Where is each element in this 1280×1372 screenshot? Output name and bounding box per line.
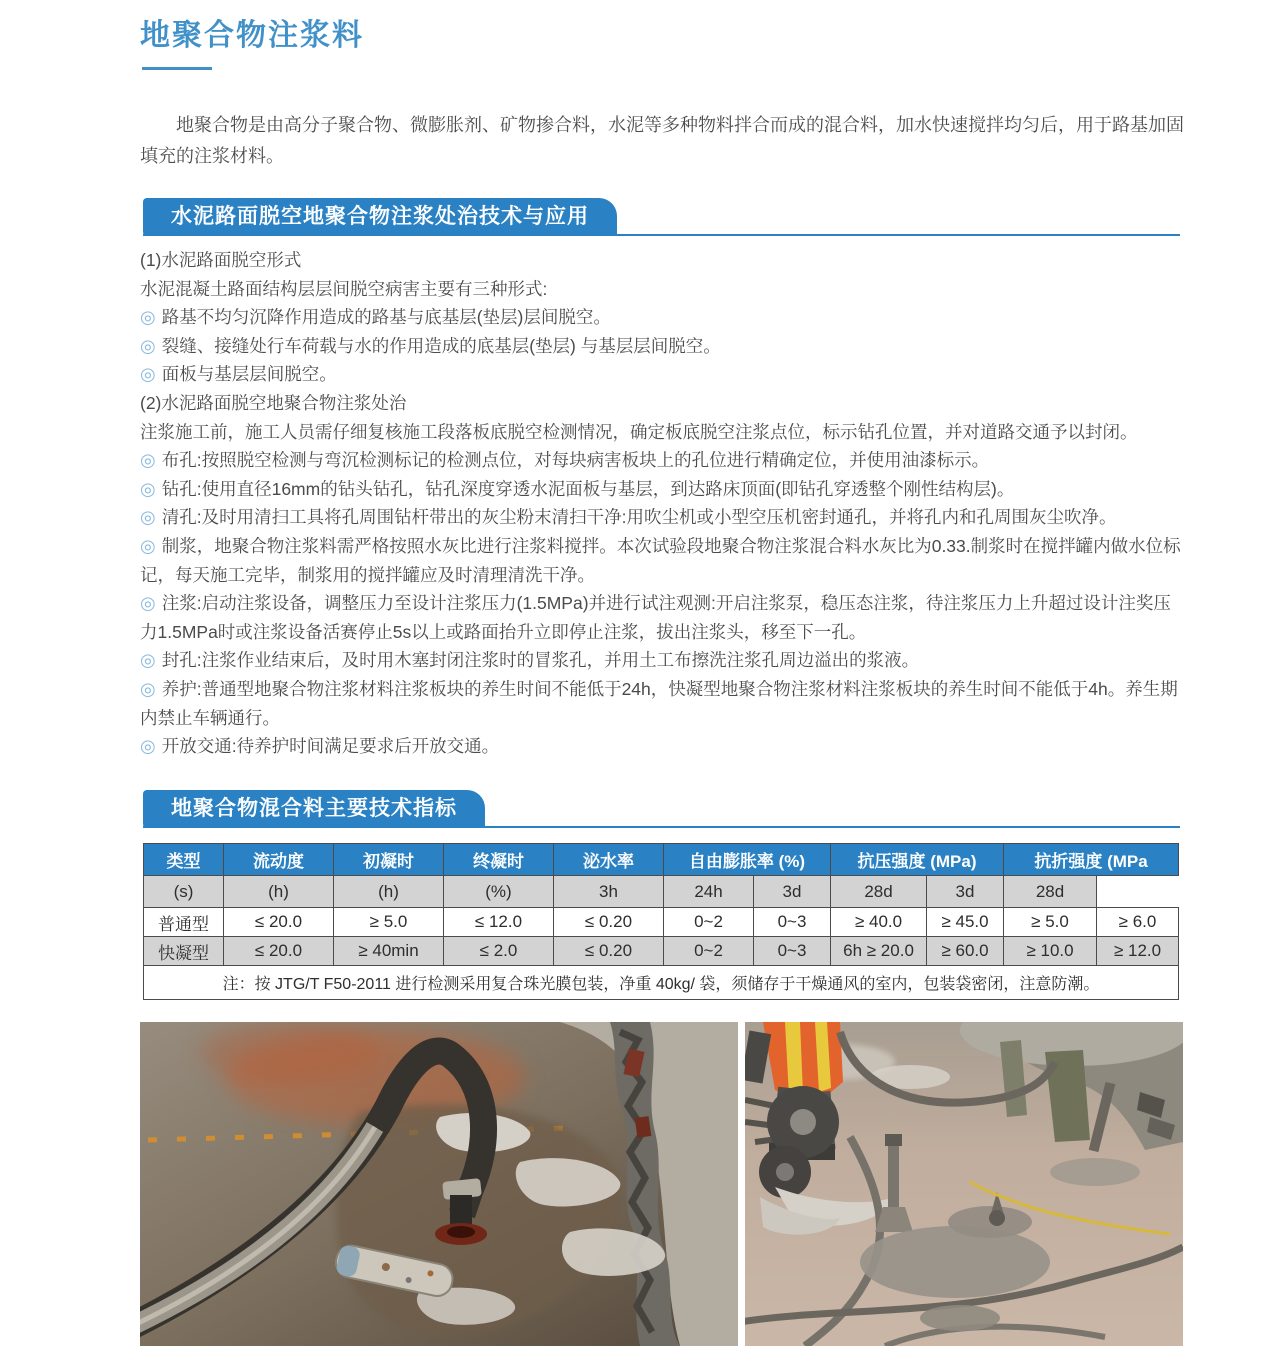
bullseye-bullet-icon: ◎	[140, 450, 156, 471]
table-value-cell: ≤ 0.20	[554, 937, 664, 966]
paragraph-text: 养护:普通型地聚合物注浆材料注浆板块的养生时间不能低于24h，快凝型地聚合物注浆材料注浆板块的养生时间不能低于4h。养生期内禁止车辆通行。	[140, 678, 1178, 728]
paragraph-text: 钻孔:使用直径16mm的钻头钻孔，钻孔深度穿透水泥面板与基层，到达路床顶面(即钻孔穿透整个刚性结构层)。	[161, 478, 1015, 499]
table-value-cell: ≥ 6.0	[1097, 908, 1179, 937]
table-value-cell: ≤ 12.0	[444, 908, 554, 937]
table-row	[144, 937, 1179, 966]
paragraph-text: 水泥混凝土路面结构层层间脱空病害主要有三种形式:	[140, 278, 548, 299]
intro-paragraph: 地聚合物是由高分子聚合物、微膨胀剂、矿物掺合料，水泥等多种物料拌合而成的混合料，加水快速搅拌均匀后，用于路基加固填充的注浆材料。	[140, 115, 1184, 166]
paragraph-text: (2)水泥路面脱空地聚合物注浆处治	[140, 392, 407, 413]
photo-grouting-worksite	[745, 1022, 1183, 1346]
table-value-cell: 6h ≥ 20.0	[831, 937, 927, 966]
paragraph	[140, 246, 1186, 275]
table-unit-cell: (s)	[144, 876, 224, 908]
table-value-cell: 0~3	[754, 937, 831, 966]
bullet-item	[140, 532, 1186, 589]
table-unit-cell: 3d	[754, 876, 831, 908]
table-unit-cell: 28d	[831, 876, 927, 908]
table-unit-cell: 3d	[927, 876, 1004, 908]
table-note: 注：按 JTG/T F50-2011 进行检测采用复合珠光膜包装，净重 40kg/ 袋，须储存于干燥通风的室内，包装袋密闭，注意防潮。	[144, 966, 1179, 1000]
paragraph	[140, 275, 1186, 304]
bullet-item	[140, 646, 1186, 675]
table-header-cell: 流动度	[224, 844, 334, 876]
bullseye-bullet-icon: ◎	[140, 307, 156, 328]
table-value-cell: ≥ 10.0	[1004, 937, 1097, 966]
table-value-cell: ≥ 5.0	[1004, 908, 1097, 937]
table-value-cell: 0~2	[664, 937, 754, 966]
paragraph-text: 封孔:注浆作业结束后，及时用木塞封闭注浆时的冒浆孔，并用土工布擦洗注浆孔周边溢出的浆液。	[161, 650, 920, 671]
table-value-cell: ≤ 2.0	[444, 937, 554, 966]
table-body	[144, 876, 1179, 1000]
table-value-cell: ≥ 45.0	[927, 908, 1004, 937]
table-header	[144, 844, 1179, 876]
paragraph-text: (1)水泥路面脱空形式	[140, 250, 302, 270]
bullet-item	[140, 360, 1186, 389]
paragraph-text: 清孔:及时用清扫工具将孔周围钻杆带出的灰尘粉末清扫干净:用吹尘机或小型空压机密封通孔，并将孔内和孔周围灰尘吹净。	[161, 507, 1117, 528]
paragraph-text: 注浆施工前，施工人员需仔细复核施工段落板底脱空检测情况，确定板底脱空注浆点位，标示钻孔位置，并对道路交通予以封闭。	[140, 421, 1138, 442]
paragraph-text: 路基不均匀沉降作用造成的路基与底基层(垫层)层间脱空。	[161, 307, 611, 328]
row-type-cell: 快凝型	[144, 937, 224, 966]
table-unit-cell: 28d	[1004, 876, 1097, 908]
page-title: 地聚合物注浆料	[140, 19, 364, 52]
bullet-item	[140, 332, 1186, 361]
paragraph-text: 开放交通:待养护时间满足要求后开放交通。	[161, 736, 500, 757]
paragraph	[140, 418, 1186, 447]
row-type-cell: 普通型	[144, 908, 224, 937]
title-underline	[142, 67, 212, 70]
photo-grouting-hose-closeup	[140, 1022, 738, 1346]
bullseye-bullet-icon: ◎	[140, 678, 156, 699]
table-unit-cell: (%)	[444, 876, 554, 908]
table-value-cell: 0~2	[664, 908, 754, 937]
table-header-cell: 终凝时	[444, 844, 554, 876]
table-value-cell: ≥ 12.0	[1097, 937, 1179, 966]
table-header-cell: 自由膨胀率 (%)	[664, 844, 831, 876]
table-value-cell: 0~3	[754, 908, 831, 937]
table-value-cell: ≥ 60.0	[927, 937, 1004, 966]
paragraph-text: 裂缝、接缝处行车荷载与水的作用造成的底基层(垫层) 与基层层间脱空。	[161, 335, 721, 356]
paragraph-text: 注浆:启动注浆设备，调整压力至设计注浆压力(1.5MPa)并进行试注观测:开启注浆泵，稳压态注浆，待注浆压力上升超过设计注奖压力1.5MPa时或注浆设备活赛停止5s以上或路面抬升立即停止注浆，拔出注浆头，移至下一孔。	[140, 593, 1171, 642]
bullet-item	[140, 589, 1186, 646]
bullseye-bullet-icon: ◎	[140, 650, 156, 671]
bullseye-bullet-icon: ◎	[140, 478, 156, 499]
table-value-cell: ≥ 5.0	[334, 908, 444, 937]
bullseye-bullet-icon: ◎	[140, 593, 156, 614]
section-heading-banner: 水泥路面脱空地聚合物注浆处治技术与应用	[143, 198, 617, 236]
table-unit-cell: 24h	[664, 876, 754, 908]
bullet-item	[140, 503, 1186, 532]
table-value-cell: ≥ 40min	[334, 937, 444, 966]
paragraph-text: 布孔:按照脱空检测与弯沉检测标记的检测点位，对每块病害板块上的孔位进行精确定位，并使用油漆标示。	[161, 450, 990, 471]
table-header-cell: 抗折强度 (MPa	[1004, 844, 1179, 876]
bullseye-bullet-icon: ◎	[140, 736, 156, 757]
table-value-cell: ≥ 40.0	[831, 908, 927, 937]
paragraph-text: 制浆，地聚合物注浆料需严格按照水灰比进行注浆料搅拌。本次试验段地聚合物注浆混合料水灰比为0.33.制浆时在搅拌罐内做水位标记，每天施工完毕，制浆用的搅拌罐应及时清理清洗干净。	[140, 535, 1181, 585]
bullseye-bullet-icon: ◎	[140, 507, 156, 528]
paragraph	[140, 389, 1186, 418]
table-unit-cell: 3h	[554, 876, 664, 908]
paragraph-text: 面板与基层层间脱空。	[161, 364, 337, 385]
table-unit-cell: (h)	[224, 876, 334, 908]
table-header-cell: 初凝时	[334, 844, 444, 876]
bullet-item	[140, 446, 1186, 475]
table-header-cell: 类型	[144, 844, 224, 876]
table-value-cell: ≤ 0.20	[554, 908, 664, 937]
table-unit-cell: (h)	[334, 876, 444, 908]
section-body	[140, 246, 1186, 761]
bullet-item	[140, 475, 1186, 504]
bullseye-bullet-icon: ◎	[140, 364, 156, 385]
bullseye-bullet-icon: ◎	[140, 335, 156, 356]
bullet-item	[140, 303, 1186, 332]
table-header-cell: 抗压强度 (MPa)	[831, 844, 1004, 876]
bullet-item	[140, 675, 1186, 732]
bullet-item	[140, 732, 1186, 761]
section-heading-banner: 地聚合物混合料主要技术指标	[143, 790, 485, 828]
table-value-cell: ≤ 20.0	[224, 937, 334, 966]
bullseye-bullet-icon: ◎	[140, 535, 156, 556]
table-row	[144, 908, 1179, 937]
technical-specs-table	[143, 843, 1179, 1000]
table-header-cell: 泌水率	[554, 844, 664, 876]
table-value-cell: ≤ 20.0	[224, 908, 334, 937]
